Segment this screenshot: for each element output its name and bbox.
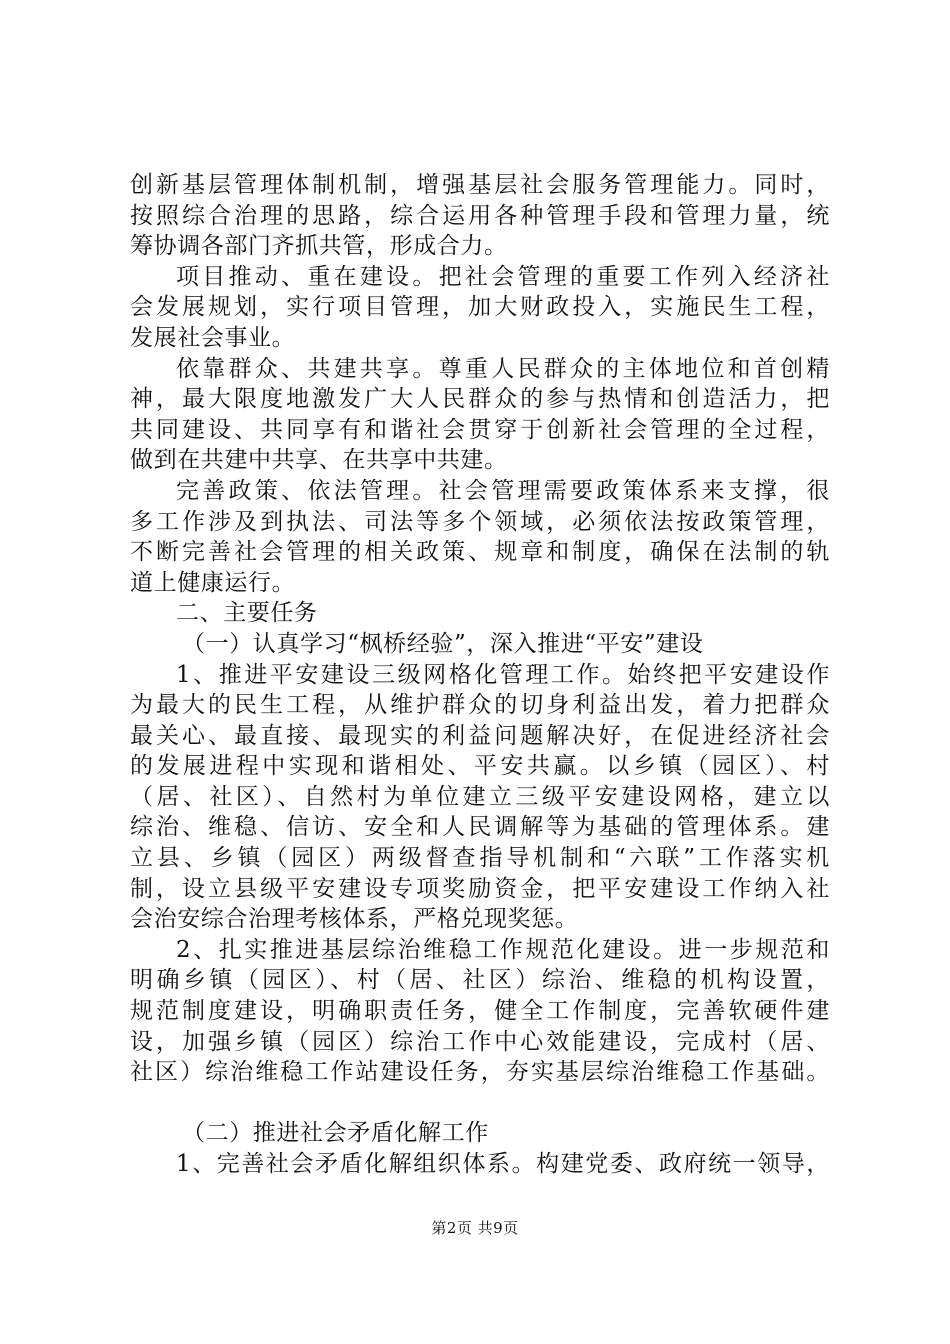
text-line: （居、社区）、自然村为单位建立三级平安建设网格，建立以 bbox=[130, 783, 830, 810]
text-line: 社区）综治维稳工作站建设任务，夯实基层综治维稳工作基础。 bbox=[130, 1059, 830, 1086]
text-line: 1、完善社会矛盾化解组织体系。构建党委、政府统一领导， bbox=[176, 1151, 830, 1177]
text-line: 为最大的民生工程，从维护群众的切身利益出发，着力把群众 bbox=[130, 692, 830, 719]
text-line: 完善政策、依法管理。社会管理需要政策体系来支撑，很 bbox=[176, 477, 830, 504]
section-heading: 二、主要任务 bbox=[176, 600, 318, 627]
text-line: 设，加强乡镇（园区）综治工作中心效能建设，完成村（居、 bbox=[130, 1028, 830, 1055]
text-line: 不断完善社会管理的相关政策、规章和制度，确保在法制的轨 bbox=[130, 539, 830, 566]
text-line: 创新基层管理体制机制，增强基层社会服务管理能力。同时， bbox=[130, 172, 830, 198]
text-line: 发展社会事业。 bbox=[130, 324, 296, 351]
subsection-heading: （一）认真学习“枫桥经验”，深入推进“平安”建设 bbox=[182, 630, 704, 657]
text-line: 会发展规划，实行项目管理，加大财政投入，实施民生工程， bbox=[130, 294, 830, 321]
text-line: 综治、维稳、信访、安全和人民调解等为基础的管理体系。建 bbox=[130, 814, 830, 841]
text-line: 会治安综合治理考核体系，严格兑现奖惩。 bbox=[130, 906, 579, 933]
text-line: 规范制度建设，明确职责任务，健全工作制度，完善软硬件建 bbox=[130, 998, 830, 1025]
text-line: 制，设立县级平安建设专项奖励资金，把平安建设工作纳入社 bbox=[130, 875, 830, 902]
text-line: 立县、乡镇（园区）两级督查指导机制和“六联”工作落实机 bbox=[130, 845, 830, 872]
text-line: 的发展进程中实现和谐相处、平安共赢。以乡镇（园区）、村 bbox=[130, 753, 830, 780]
page-number-footer: 第2页 共9页 bbox=[431, 1219, 519, 1237]
text-line: 最关心、最直接、最现实的利益问题解决好，在促进经济社会 bbox=[130, 722, 830, 749]
text-line: 多工作涉及到执法、司法等多个领域，必须依法按政策管理， bbox=[130, 508, 830, 535]
text-line: 道上健康运行。 bbox=[130, 569, 296, 596]
text-line: 1、推进平安建设三级网格化管理工作。始终把平安建设作 bbox=[176, 661, 830, 688]
text-line: 按照综合治理的思路，综合运用各种管理手段和管理力量，统 bbox=[130, 202, 830, 229]
text-line: 2、扎实推进基层综治维稳工作规范化建设。进一步规范和 bbox=[176, 936, 830, 963]
text-line: 明确乡镇（园区）、村（居、社区）综治、维稳的机构设置， bbox=[130, 967, 830, 994]
subsection-heading: （二）推进社会矛盾化解工作 bbox=[182, 1120, 489, 1147]
blank-line bbox=[130, 1088, 830, 1119]
text-line: 做到在共建中共享、在共享中共建。 bbox=[130, 447, 508, 474]
body-text bbox=[130, 170, 830, 1180]
text-line: 共同建设、共同享有和谐社会贯穿于创新社会管理的全过程， bbox=[130, 416, 830, 443]
text-line: 筹协调各部门齐抓共管，形成合力。 bbox=[130, 233, 508, 260]
text-line: 依靠群众、共建共享。尊重人民群众的主体地位和首创精 bbox=[176, 355, 830, 382]
text-line: 项目推动、重在建设。把社会管理的重要工作列入经济社 bbox=[176, 263, 830, 290]
text-line: 神，最大限度地激发广大人民群众的参与热情和创造活力，把 bbox=[130, 386, 830, 413]
